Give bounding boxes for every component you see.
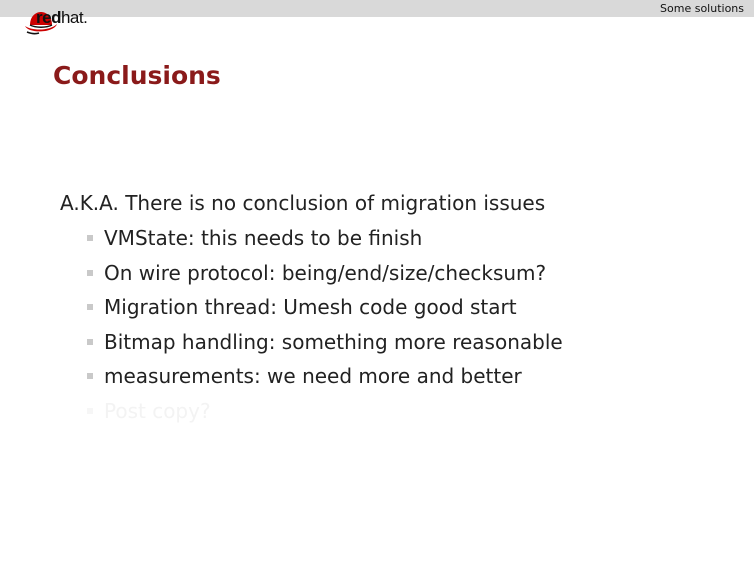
bullet-text: Bitmap handling: something more reasonable: [104, 329, 563, 354]
logo-text-bold: red: [36, 8, 61, 27]
bullet-text: Migration thread: Umesh code good start: [104, 295, 517, 319]
bullet-square-icon: [87, 339, 93, 345]
bullet-square-icon: [87, 235, 93, 241]
bullet-item-faded: [86, 398, 563, 433]
bullet-list: [86, 225, 563, 432]
bullet-text: Post copy?: [104, 398, 211, 423]
bullet-item: [86, 225, 563, 260]
bullet-text: On wire protocol: being/end/size/checksum?: [104, 260, 547, 285]
bullet-text: measurements: we need more and better: [104, 364, 522, 388]
bullet-item: [86, 260, 563, 295]
logo-wordmark: [36, 8, 87, 28]
bullet-item: [86, 294, 563, 329]
logo-text-regular: hat.: [60, 8, 88, 27]
section-title: Some solutions: [660, 2, 744, 15]
bullet-square-icon: [87, 373, 93, 379]
bullet-item: [86, 329, 563, 364]
bullet-text: VMState: this needs to be finish: [104, 226, 423, 250]
bullet-item: [86, 363, 563, 398]
bullet-square-icon: [87, 270, 93, 276]
slide-title: Conclusions: [53, 61, 221, 90]
bullet-square-icon: [87, 304, 93, 310]
bullet-square-icon: [87, 408, 93, 414]
intro-text: A.K.A. There is no conclusion of migration issues: [60, 191, 546, 215]
